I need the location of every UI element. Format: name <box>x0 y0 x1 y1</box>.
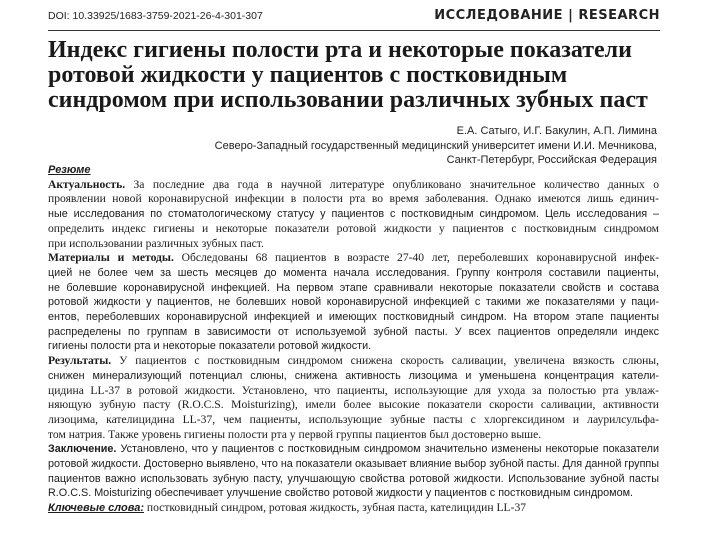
keywords-text: постковидный синдром, ротовая жидкость, зубная паста, кателицидин LL-37 <box>143 501 527 515</box>
authors: Е.А. Сатыго, И.Г. Бакулин, А.П. Лимина <box>456 125 657 137</box>
relevance-label: Актуальность. <box>48 177 126 191</box>
relevance-line: ные исследования по стоматологическому статусу у пациентов с постковидным синдромом. Цель исследования – <box>48 208 659 221</box>
title-line: синдромом при использовании различных зубных паст <box>48 87 648 113</box>
article-title <box>48 38 668 113</box>
methods-line: не болевшие коронавирусной инфекцией. На первом этапе сравнивали некоторые показатели свойств и состава <box>48 281 659 294</box>
page-header <box>48 8 660 31</box>
results-line: цидина LL-37 в ротовой жидкости. Установлено, что пациенты, использующие для ухода за полостью рта увлаж- <box>48 383 659 397</box>
results-text: У пациентов с постковидным синдромом снижена скорость саливации, увеличена вязкость слюны, <box>111 354 659 368</box>
results-line: лизоцима, кателицидина LL-37, чем пациенты, использующие зубные пасты с хлоргексидином и лаурилсульфа- <box>48 412 659 426</box>
methods-line: распределены по группам в зависимости от используемой зубной пасты. У всех пациентов определяли индекс <box>48 325 659 338</box>
title-line: Индекс гигиены полости рта и некоторые показатели <box>48 37 632 63</box>
conclusion-line: ротовой жидкости. Достоверно выявлено, что на показатели оказывает влияние выбор зубной пасты. Для данной группы <box>48 458 660 471</box>
conclusion-text: Установлено, что у пациентов с постковидным синдромом значительно изменены некоторые показатели <box>116 443 659 456</box>
doi-label[interactable]: DOI: 10.33925/1683-3759-2021-26-4-301-307 <box>48 10 263 22</box>
results-line: снижен минерализующий потенциал слюны, снижена активность лизоцима и уменьшена концентрация катели- <box>48 369 659 382</box>
results-label: Результаты. <box>48 354 112 368</box>
relevance-line: при использовании различных зубных паст. <box>48 236 264 250</box>
conclusion-line: пациентов важно использовать зубную пасту, улучшающую свойства ротовой жидкости. Использование зубной пасты <box>48 472 659 485</box>
methods-line: ентов, переболевших коронавирусной инфекцией и имеющих постковидный синдром. На втором этапе пациенты <box>48 311 659 324</box>
relevance-line <box>48 178 659 193</box>
title-line: ротовой жидкости у пациентов с постковидным <box>48 62 568 88</box>
abstract <box>48 163 659 516</box>
methods-line: цией не более чем за шесть месяцев до момента начала исследования. Группу контроля составили пациенты, <box>48 266 659 279</box>
conclusion-line <box>48 442 659 457</box>
methods-line: ротовой жидкости у пациентов, не болевших новой коронавирусной инфекцией с такими же показателями у паци- <box>48 296 659 309</box>
keywords-label: Ключевые слова: <box>48 502 144 515</box>
results-line: няющую зубную пасту (R.O.C.S. Moisturizing), имели более высокие показатели скорости саливации, активности <box>48 398 659 412</box>
results-line: том натрия. Также уровень гигиены полости рта у первой группы пациентов был достоверно выше. <box>48 427 542 441</box>
section-label: ИССЛЕДОВАНИЕ | RESEARCH <box>434 8 660 23</box>
methods-line <box>48 251 659 266</box>
relevance-line: определить индекс гигиены и некоторые показатели ротовой жидкости у пациентов с постковидным синдромом <box>48 221 659 235</box>
abstract-heading: Резюме <box>48 164 91 176</box>
relevance-line: проявлении новой коронавирусной инфекции в полости рта во время заболевания. Однако имеются лишь единич- <box>48 192 659 206</box>
results-line <box>48 354 659 369</box>
keywords-line <box>48 501 659 516</box>
conclusion-label: Заключение. <box>48 443 117 456</box>
affiliation-line: Северо-Западный государственный медицинский университет имени И.И. Мечникова, <box>214 139 657 152</box>
conclusion-line: R.O.C.S. Moisturizing обеспечивает улучшение свойство ротовой жидкости у пациентов с постковидным синдромом. <box>48 487 634 500</box>
abstract-heading-line <box>48 163 659 178</box>
methods-text: Обследованы 68 пациентов в возрасте 27-40 лет, переболевших коронавирусной инфек- <box>173 251 659 265</box>
methods-line: гигиены полости рта и некоторые показатели ротовой жидкости. <box>48 340 372 353</box>
authors-block <box>215 124 657 168</box>
methods-label: Материалы и методы. <box>48 251 174 265</box>
relevance-text: За последние два года в научной литературе опубликовано значительное количество данных о <box>125 177 659 191</box>
affiliation-line: Санкт-Петербург, Российская Федерация <box>446 154 657 166</box>
